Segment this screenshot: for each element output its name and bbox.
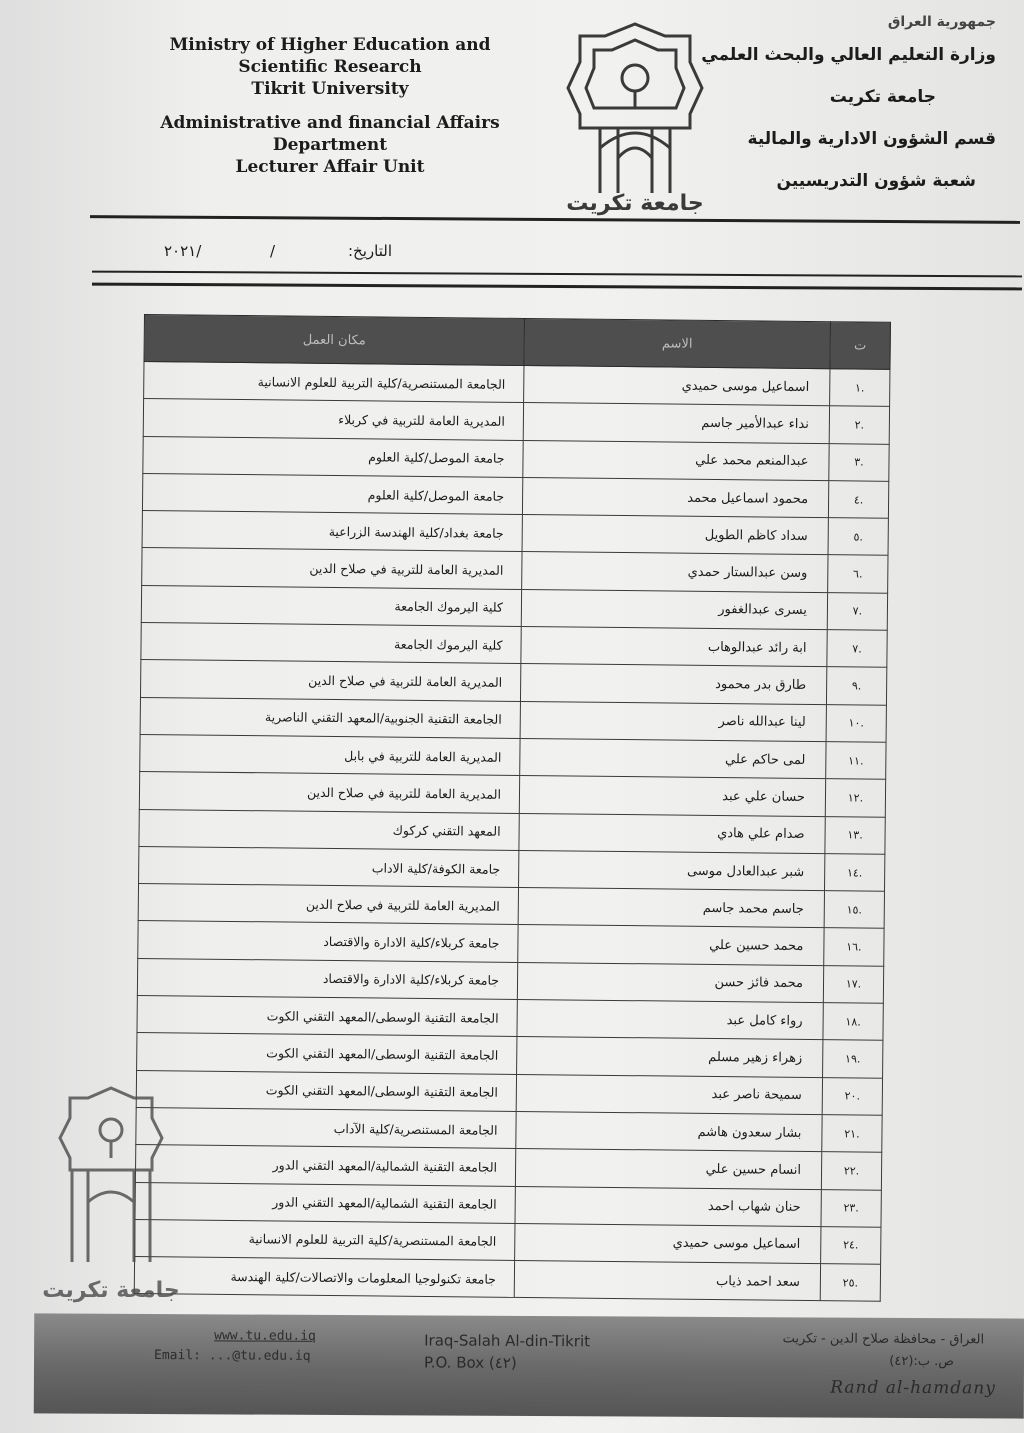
cell-name: اسماعيل موسى حميدي: [515, 1223, 821, 1263]
cell-name: سداد كاظم الطويل: [522, 515, 828, 555]
header-name: الاسم: [524, 318, 830, 368]
cell-workplace: الجامعة التقنية الوسطى/المعهد التقني الكوت: [137, 996, 517, 1037]
date-line: [160, 238, 420, 268]
cell-name: حنان شهاب احمد: [515, 1186, 821, 1226]
footer-pobox-en: P.O. Box (٤٢): [423, 1353, 517, 1372]
handwritten-signature: Rand al-hamdany: [830, 1377, 996, 1399]
unit-name: Lecturer Affair Unit: [235, 157, 425, 177]
cell-workplace: المديرية العامة للتربية في بابل: [140, 734, 520, 775]
cell-workplace: الجامعة المستنصرية/كلية التربية للعلوم الانسانية: [144, 362, 524, 403]
cell-name: لمى حاكم علي: [520, 738, 826, 778]
cell-workplace: الجامعة التقنية الجنوبية/المعهد التقني الناصرية: [140, 697, 520, 738]
department-name: Administrative and financial Affairs: [160, 113, 500, 133]
cell-workplace: كلية اليرموك الجامعة: [141, 623, 521, 664]
ministry-name-cont: Scientific Research: [238, 57, 422, 77]
cell-number: ٩.: [826, 667, 886, 705]
country-name-ar: جمهورية العراق: [887, 14, 996, 30]
cell-workplace: جامعة كربلاء/كلية الادارة والاقتصاد: [138, 921, 518, 962]
cell-number: ٢٢.: [821, 1152, 881, 1190]
cell-workplace: جامعة بغداد/كلية الهندسة الزراعية: [142, 511, 522, 552]
cell-number: ١٨.: [823, 1003, 883, 1041]
cell-number: ٣.: [829, 443, 889, 481]
cell-name: عبدالمنعم محمد علي: [523, 440, 829, 480]
cell-name: محمود اسماعيل محمد: [522, 477, 828, 517]
footer-website-link[interactable]: www.tu.edu.iq: [214, 1328, 316, 1344]
cell-number: ٤.: [828, 481, 888, 519]
ministry-name: Ministry of Higher Education and: [169, 35, 491, 55]
cell-name: يسرى عبدالغفور: [521, 589, 827, 629]
cell-number: ١٦.: [824, 928, 884, 966]
cell-name: محمد حسين علي: [518, 925, 824, 965]
logo-wordmark: جامعة تكريت: [566, 191, 704, 216]
footer-band: [34, 1313, 1024, 1418]
cell-number: ١.: [830, 369, 890, 407]
cell-number: ٢٠.: [822, 1077, 882, 1115]
table-row: [134, 1257, 880, 1302]
cell-workplace: المديرية العامة للتربية في صلاح الدين: [140, 660, 520, 701]
date-label: التاريخ:: [348, 242, 392, 260]
cell-name: زهراء زهير مسلم: [517, 1037, 823, 1077]
cell-workplace: جامعة كربلاء/كلية الادارة والاقتصاد: [137, 958, 517, 999]
cell-workplace: الجامعة التقنية الشمالية/المعهد التقني الدور: [135, 1182, 515, 1223]
date-separator: /: [270, 242, 276, 260]
english-letterhead: [140, 34, 520, 178]
cell-name: صدام علي هادي: [519, 813, 825, 853]
cell-workplace: جامعة الكوفة/كلية الاداب: [139, 846, 519, 887]
university-name-ar: جامعة تكريت: [829, 87, 936, 107]
header-number: ت: [830, 322, 890, 370]
cell-number: ١١.: [826, 742, 886, 780]
cell-name: انسام حسين علي: [515, 1149, 821, 1189]
cell-name: جاسم محمد جاسم: [518, 888, 824, 928]
cell-workplace: المديرية العامة للتربية في صلاح الدين: [139, 772, 519, 813]
cell-name: نداء عبدالأمير جاسم: [523, 403, 829, 443]
cell-number: ١٤.: [824, 854, 884, 892]
cell-name: محمد فائز حسن: [517, 962, 823, 1002]
cell-number: ٢.: [829, 406, 889, 444]
cell-number: ١٩.: [823, 1040, 883, 1078]
cell-name: وسن عبدالستار حمدي: [522, 552, 828, 592]
cell-workplace: كلية اليرموك الجامعة: [141, 585, 521, 626]
cell-number: ١٢.: [825, 779, 885, 817]
names-table: [134, 314, 891, 1302]
arabic-letterhead: [696, 10, 996, 202]
cell-workplace: المديرية العامة للتربية في صلاح الدين: [138, 884, 518, 925]
cell-name: سعد احمد ذياب: [514, 1261, 820, 1301]
date-divider-bottom: [92, 283, 1022, 291]
cell-workplace: الجامعة المستنصرية/كلية الآداب: [136, 1107, 516, 1148]
cell-workplace: الجامعة المستنصرية/كلية التربية للعلوم الانسانية: [135, 1219, 515, 1260]
cell-name: رواء كامل عبد: [517, 999, 823, 1039]
cell-workplace: جامعة تكنولوجيا المعلومات والاتصالات/كلية الهندسة: [134, 1257, 514, 1298]
cell-name: اسماعيل موسى حميدي: [524, 365, 830, 405]
watermark-logo: [36, 1082, 186, 1312]
footer-address-ar: العراق - محافظة صلاح الدين - تكريت: [782, 1331, 985, 1348]
names-table-container: [134, 314, 890, 1302]
footer-pobox-ar: ص. ب:(٤٢): [889, 1353, 955, 1370]
cell-number: ٢٣.: [821, 1189, 881, 1227]
cell-workplace: المعهد التقني كركوك: [139, 809, 519, 850]
cell-workplace: المديرية العامة للتربية في كربلاء: [143, 399, 523, 440]
date-year: ٢٠٢١/: [164, 242, 202, 260]
department-name-cont: Department: [272, 135, 388, 155]
footer-email[interactable]: Email: ...@tu.edu.iq: [154, 1348, 311, 1364]
cell-number: ٧.: [827, 630, 887, 668]
cell-name: بشار سعدون هاشم: [516, 1111, 822, 1151]
cell-workplace: الجامعة التقنية الوسطى/المعهد التقني الكوت: [137, 1033, 517, 1074]
ministry-name-ar: وزارة التعليم العالي والبحث العلمي: [701, 45, 996, 65]
date-divider-top: [92, 271, 1022, 278]
cell-number: ٢١.: [822, 1115, 882, 1153]
department-name-ar: قسم الشؤون الادارية والمالية: [747, 129, 996, 149]
table-header-row: [144, 315, 890, 370]
unit-name-ar: شعبة شؤون التدريسيين: [776, 171, 976, 191]
cell-name: حسان علي عبد: [519, 776, 825, 816]
cell-number: ١٠.: [826, 704, 886, 742]
cell-name: سميحة ناصر عبد: [516, 1074, 822, 1114]
cell-workplace: الجامعة التقنية الوسطى/المعهد التقني الكوت: [136, 1070, 516, 1111]
cell-number: ٧.: [827, 592, 887, 630]
cell-number: ٦.: [828, 555, 888, 593]
cell-name: لينا عبدالله ناصر: [520, 701, 826, 741]
header-workplace: مكان العمل: [144, 315, 524, 366]
cell-number: ٢٥.: [820, 1264, 880, 1302]
cell-name: ابة رائد عبدالوهاب: [521, 627, 827, 667]
cell-workplace: جامعة الموصل/كلية العلوم: [142, 473, 522, 514]
cell-workplace: المديرية العامة للتربية في صلاح الدين: [142, 548, 522, 589]
footer-address-en: Iraq-Salah Al-din-Tikrit: [424, 1331, 591, 1351]
cell-name: شبر عبدالعادل موسى: [519, 850, 825, 890]
cell-workplace: الجامعة التقنية الشمالية/المعهد التقني الدور: [135, 1145, 515, 1186]
cell-number: ١٣.: [825, 816, 885, 854]
cell-number: ٢٤.: [821, 1226, 881, 1264]
watermark-wordmark: جامعة تكريت: [42, 1278, 180, 1303]
cell-number: ٥.: [828, 518, 888, 556]
cell-number: ١٧.: [823, 965, 883, 1003]
cell-number: ١٥.: [824, 891, 884, 929]
cell-name: طارق بدر محمود: [520, 664, 826, 704]
cell-workplace: جامعة الموصل/كلية العلوم: [143, 436, 523, 477]
university-name: Tikrit University: [251, 79, 409, 99]
